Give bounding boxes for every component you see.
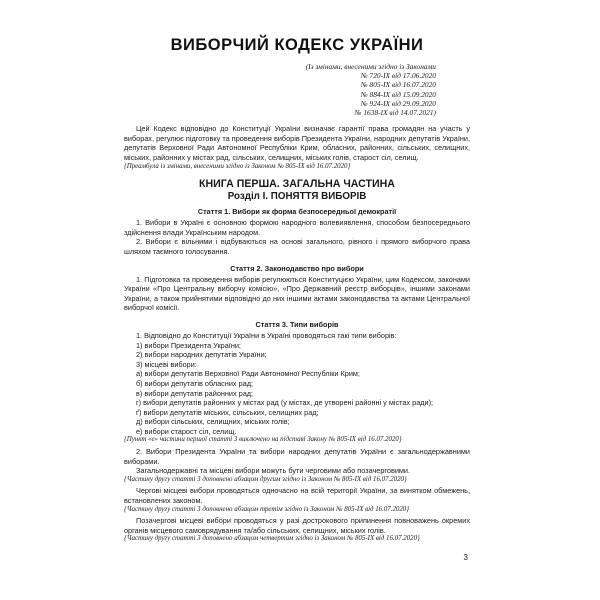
preamble-text: Цей Кодекс відповідно до Конституції України визначає гарантії права громадян на участь у виборах, регулює підготовку та проведення виборів Президента України, народних депутатів України, депутатів Верховної Ради Автономної Республіки Крим, обласних, районних, сільських, селищних, міських, районних у містах рад, сільських, селищних, міських голів, старост сіл, селищ. — [124, 124, 470, 162]
article-1-title: Стаття 1. Вибори як форма безпосередньої демократії — [197, 207, 397, 217]
article-3-paragraph: Загальнодержавні та місцеві вибори можуть бути черговими або позачерговими. — [136, 466, 411, 476]
page-number: 3 — [463, 553, 468, 562]
list-item: б) вибори депутатів обласних рад; — [136, 378, 253, 388]
article-1-paragraph: 1. Вибори в Україні є основною формою народного волевиявлення, способом безпосереднього здійснення влади Українським народом. — [124, 218, 470, 237]
document-title: ВИБОРЧИЙ КОДЕКС УКРАЇНИ — [170, 36, 424, 54]
article-3-note: {Пункт «е» частини першої статті 3 виключено на підставі Закону № 805-IX від 16.07.2020} — [124, 436, 402, 444]
book-title: КНИГА ПЕРША. ЗАГАЛЬНА ЧАСТИНА — [199, 178, 395, 191]
list-item: г) вибори депутатів районних у містах рад (у містах, де утворені районні у містах ради); — [136, 398, 434, 408]
article-3-note: {Частину другу статті 3 доповнено абзацом третім згідно із Законом № 805-IX від 16.07.2020} — [124, 505, 410, 513]
article-3-paragraph: Чергові місцеві вибори проводяться одночасно на всій території України, за винятком обмежень, встановлених законом. — [124, 486, 470, 506]
amendment-law: № 884-IX від 15.09.2020 — [360, 89, 436, 99]
list-item: 2) вибори народних депутатів України; — [136, 350, 267, 360]
article-3-note: {Частину другу статті 3 доповнено абзацом четвертим згідно із Законом № 805-IX від 16.07.2020} — [124, 535, 420, 543]
list-item: д) вибори сільських, селищних, міських голів; — [136, 417, 290, 427]
article-2-title: Стаття 2. Законодавство про вибори — [230, 263, 364, 273]
article-3-title: Стаття 3. Типи виборів — [255, 319, 339, 329]
amendment-law: № 1638-IX від 14.07.2021) — [354, 108, 436, 118]
section-title: Розділ I. ПОНЯТТЯ ВИБОРІВ — [227, 191, 367, 203]
amendments-heading: (Із змінами, внесеними згідно із Законами — [305, 62, 436, 71]
list-item: ґ) вибори депутатів міських, сільських, селищних рад; — [136, 407, 319, 417]
amendments-block — [124, 62, 470, 117]
list-item: а) вибори депутатів Верховної Ради Автономної Республіки Крим; — [136, 369, 360, 379]
list-item: е) вибори старост сіл, селищ. — [136, 426, 237, 436]
article-3-paragraph: 2. Вибори Президента України та вибори народних депутатів України є загальнодержавними виборами. — [124, 447, 470, 466]
article-2-paragraph: 1. Підготовка та проведення виборів регулюються Конституцією України, цим Кодексом, законами України «Про Центральну виборчу комісію», «Про Державний реєстр виборців», іншими законами України, а також прийнятими відповідно до них іншими актами законодавства та актами Центральної виборчої комісії. — [124, 274, 470, 313]
article-1-paragraph: 2. Вибори є вільними і відбуваються на основі загального, рівного і прямого виборчого права шляхом таємного голосування. — [124, 237, 470, 256]
article-3-paragraph: Позачергові місцеві вибори проводяться у разі дострокового припинення повноважень окремих органів місцевого самоврядування та/або сільських, селищних, міських голів. — [124, 516, 470, 535]
article-3-paragraph: 1. Відповідно до Конституції України в Україні проводяться такі типи виборів: — [136, 330, 397, 340]
preamble-note: {Преамбула із змінами, внесеними згідно із Законом № 805-IX від 16.07.2020} — [124, 162, 351, 170]
amendment-law: № 924-IX від 29.09.2020 — [360, 98, 436, 108]
list-item: 1) вибори Президента України; — [136, 340, 241, 350]
amendment-law: № 805-IX від 16.07.2020 — [360, 80, 436, 90]
list-item: в) вибори депутатів районних рад; — [136, 388, 254, 398]
page-content — [124, 36, 470, 546]
list-item: 3) місцеві вибори: — [136, 359, 197, 369]
article-3-note: {Частину другу статті 3 доповнено абзацом другим згідно із Законом № 805-IX від 16.07.2020} — [124, 475, 407, 483]
amendment-law: № 720-IX від 17.06.2020 — [360, 71, 436, 81]
